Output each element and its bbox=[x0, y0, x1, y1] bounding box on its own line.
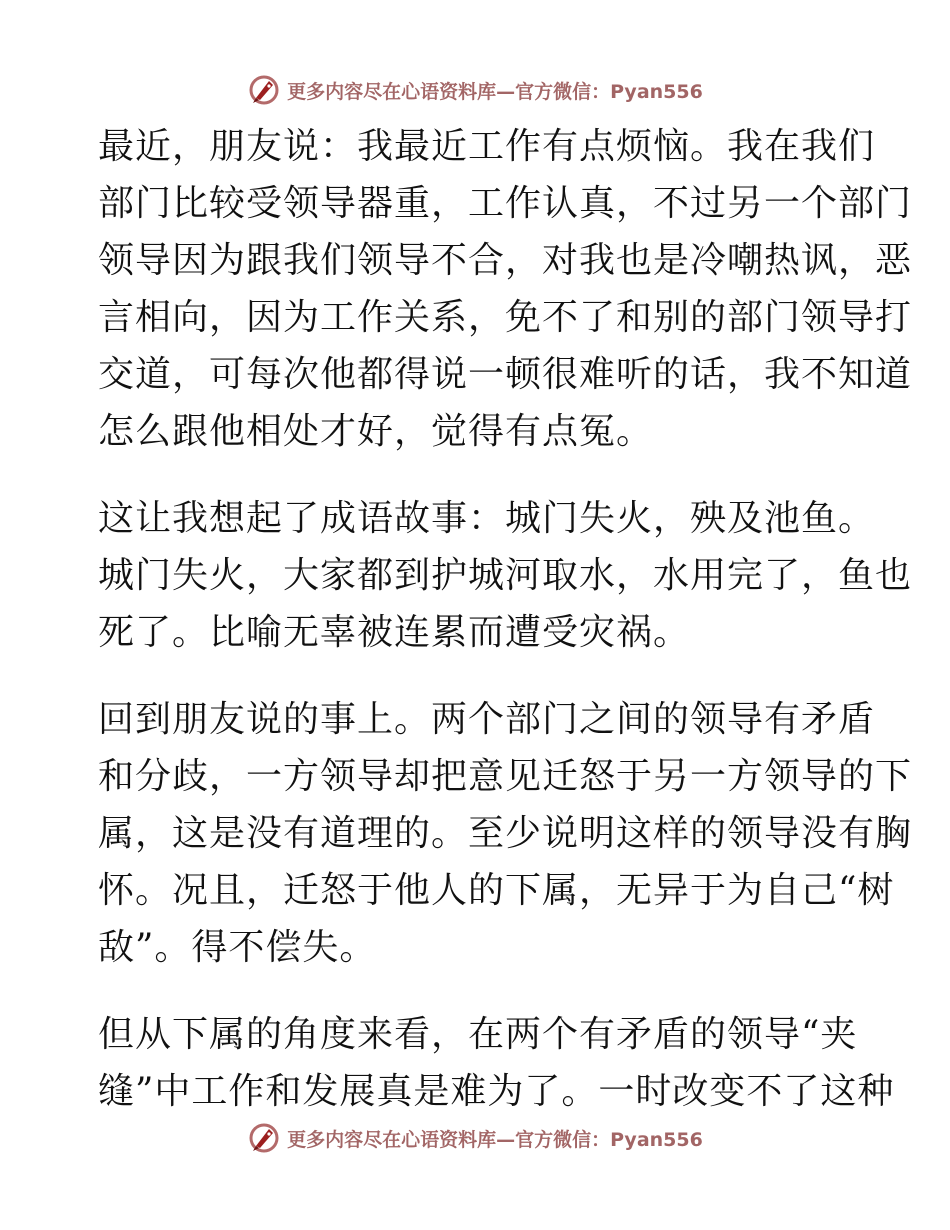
paragraph-line: 部门比较受领导器重，工作认真，不过另一个部门 bbox=[98, 183, 913, 224]
paragraph-line: 死了。比喻无辜被连累而遭受灾祸。 bbox=[98, 612, 691, 653]
paragraph-line: 领导因为跟我们领导不合，对我也是冷嘲热讽，恶 bbox=[98, 240, 913, 281]
paragraph-line: 怎么跟他相处才好，觉得有点冤。 bbox=[98, 411, 654, 452]
pen-nib-icon bbox=[247, 73, 281, 107]
paragraph-line: 缝”中工作和发展真是难为了。一时改变不了这种 bbox=[98, 1071, 895, 1112]
paragraph-line: 回到朋友说的事上。两个部门之间的领导有矛盾 bbox=[98, 699, 876, 740]
paragraph-line: 怀。况且，迁怒于他人的下属，无异于为自己“树 bbox=[98, 870, 895, 911]
paragraph-line: 这让我想起了成语故事：城门失火，殃及池鱼。 bbox=[98, 498, 876, 539]
header-banner-text: 更多内容尽在心语资料库—官方微信：Pyan556 bbox=[287, 80, 703, 103]
paragraph-line: 言相向，因为工作关系，免不了和别的部门领导打 bbox=[98, 297, 913, 338]
paragraph-3 bbox=[98, 691, 913, 976]
header-banner bbox=[0, 70, 950, 110]
pen-nib-icon bbox=[247, 1121, 281, 1155]
paragraph-line: 交道，可每次他都得说一顿很难听的话，我不知道 bbox=[98, 354, 913, 395]
paragraph-line: 和分歧，一方领导却把意见迁怒于另一方领导的下 bbox=[98, 756, 913, 797]
paragraph-line: 城门失火，大家都到护城河取水，水用完了，鱼也 bbox=[98, 555, 913, 596]
footer-banner-text: 更多内容尽在心语资料库—官方微信：Pyan556 bbox=[287, 1128, 703, 1151]
footer-banner bbox=[0, 1118, 950, 1158]
paragraph-1 bbox=[98, 118, 913, 460]
paragraph-line: 最近，朋友说：我最近工作有点烦恼。我在我们 bbox=[98, 126, 876, 167]
paragraph-line: 属，这是没有道理的。至少说明这样的领导没有胸 bbox=[98, 813, 913, 854]
paragraph-4 bbox=[98, 1006, 895, 1120]
paragraph-line: 但从下属的角度来看，在两个有矛盾的领导“夹 bbox=[98, 1014, 858, 1055]
paragraph-line: 敌”。得不偿失。 bbox=[98, 927, 377, 968]
article-body bbox=[98, 118, 913, 1150]
paragraph-2 bbox=[98, 490, 913, 661]
